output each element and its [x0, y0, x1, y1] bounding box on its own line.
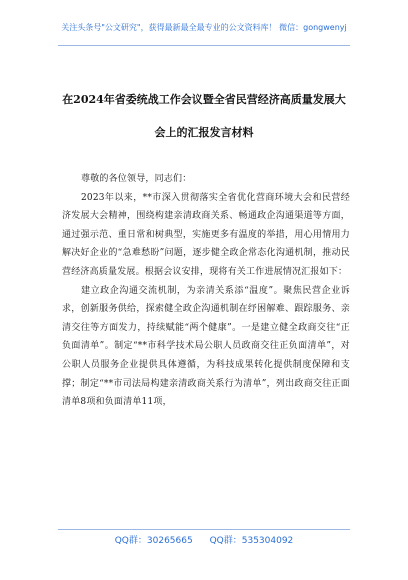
footer-qq-group-2: QQ群：535304092 [209, 536, 294, 546]
document-title-line-2: 会上的汇报发言材料 [154, 126, 254, 139]
page-header-banner: 关注头条号"公文研究"，获得最新最全最专业的公文资料库！ 微信：gongwenyj [61, 23, 347, 32]
document-title-line-1: 在2024年省委统战工作会议暨全省民营经济高质量发展大 [62, 93, 346, 106]
salutation: 尊敬的各位领导，同志们： [81, 174, 192, 184]
header-divider [58, 45, 350, 46]
footer-divider [58, 529, 350, 530]
paragraph-mechanism: 建立政企沟通交流机制，为亲清关系添“温度”。聚焦民营企业诉求，创新服务供给，探索健全政企沟通机制在纾困解难、跟踪服务、亲清交往等方面发力，持续赋能“两个健康”。一是建立健全政商交往“正负面清单”。制定“**市科学技术局公职人员政商交往正负面清单”，对公职人员服务企业提供具体遵循，为科技成果转化提供制度保障和支撑；制定“**市司法局构建亲清政商关系行为清单”，列出政商交往正面清单8项和负面清单11项， [62, 285, 350, 408]
footer-qq-group-1: QQ群：30265665 [114, 536, 193, 546]
page-footer [0, 533, 408, 546]
paragraph-intro: 2023年以来，**市深入贯彻落实全省优化营商环境大会和民营经济发展大会精神，围绕构建亲清政商关系、畅通政企沟通渠道等方面，通过强示范、重日常和树典型，实施更多有温度的举措，用心用情用力解决好企业的“急难愁盼”问题，逐步健全政企常态化沟通机制，推动民营经济高质量发展。根据会议安排，现将有关工作进展情况汇报如下： [62, 192, 350, 277]
document-body [62, 170, 350, 412]
